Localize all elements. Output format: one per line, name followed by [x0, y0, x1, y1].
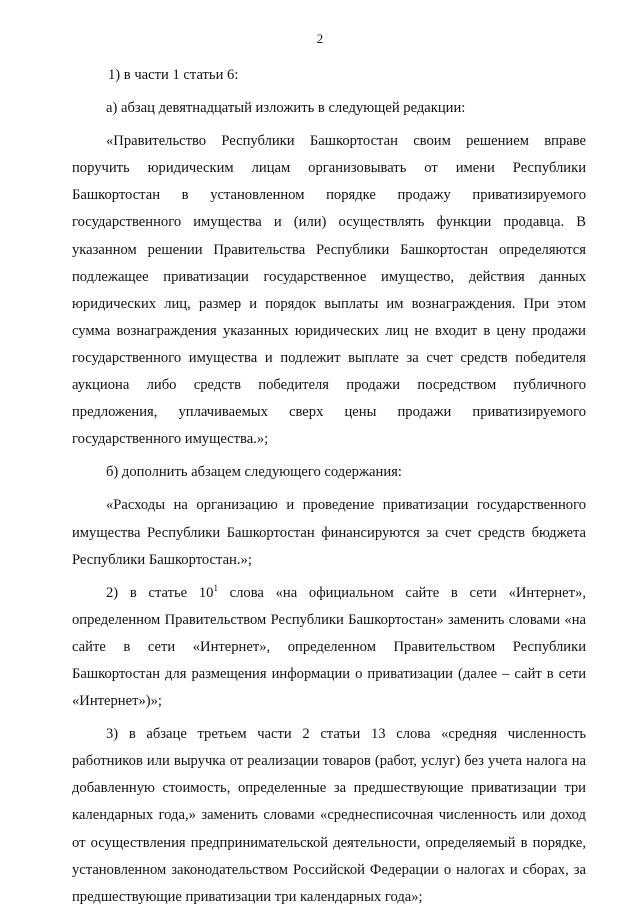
paragraph-item-1b: б) дополнить абзацем следующего содержания: — [106, 464, 402, 481]
page-number: 2 — [316, 31, 324, 46]
paragraph-item-1a: а) абзац девятнадцатый изложить в следующей редакции: — [106, 100, 466, 117]
paragraph-item-2-rest: слова «на официальном сайте в сети «Интернет», определенном Правительством Республики Башкортостан» заменить словами «на сайте в сети «Интернет», определенном Правительством Республики Башкортостан для размещения информации о приватизации (далее – сайт в сети «Интернет»)»; — [72, 584, 586, 710]
paragraph-item-1: 1) в части 1 статьи 6: — [108, 67, 239, 83]
paragraph-item-2 — [72, 580, 586, 715]
paragraph-government-decision: «Правительство Республики Башкортостан своим решением вправе поручить юридическим лицам организовывать от имени Республики Башкортостан в установленном порядке продажу приватизируемого государственного имущества и (или) осуществлять функции продавца. В указанном решении Правительства Республики Башкортостан определяются подлежащее приватизации государственное имущество, действия данных юридических лиц, размер и порядок выплаты им вознаграждения. При этом сумма вознаграждения указанных юридических лиц не входит в цену продажи государственного имущества и подлежит выплате за счет средств победителя аукциона либо средств победителя продажи посредством публичного предложения, уплачиваемых сверх цены продажи приватизируемого государственного имущества.»; — [72, 133, 586, 448]
document-body — [72, 62, 586, 911]
article-superscript: 1 — [213, 582, 218, 593]
paragraph-expenses: «Расходы на организацию и проведение приватизации государственного имущества Республики Башкортостан финансируются за счет средств бюджета Республики Башкортостан.»; — [72, 497, 586, 568]
paragraph-item-3: 3) в абзаце третьем части 2 статьи 13 слова «средняя численность работников или выручка от реализации товаров (работ, услуг) без учета налога на добавленную стоимость, определенные за предшествующие приватизации три календарных года,» заменить словами «среднесписочная численность или доход от осуществления предпринимательской деятельности, определяемый в порядке, установленном законодательством Российской Федерации о налогах и сборах, за предшествующие приватизации три календарных года»; — [72, 726, 586, 905]
paragraph-item-2-start: 2) в статье 10 — [106, 584, 214, 601]
